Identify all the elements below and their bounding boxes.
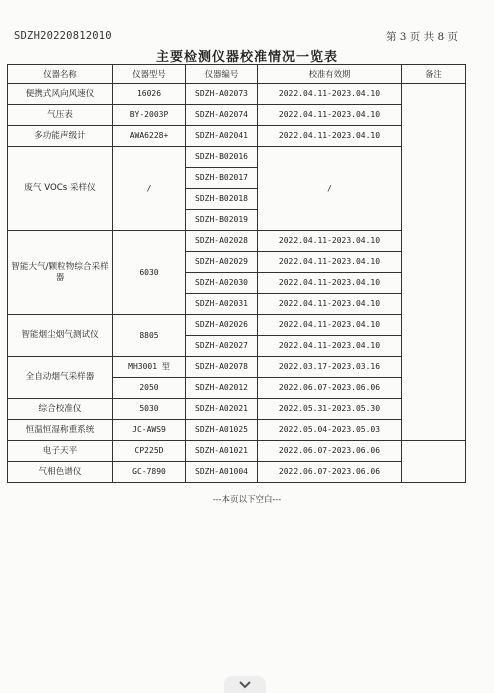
chevron-down-icon (239, 681, 251, 689)
instrument-name: 智能大气/颗粒物综合采样器 (8, 231, 113, 315)
blank-below-note: ---本页以下空白--- (212, 495, 282, 505)
instrument-serial: SDZH-A02031 (186, 294, 258, 315)
instrument-name: 综合校准仪 (8, 399, 113, 420)
scroll-down-button[interactable] (224, 676, 266, 693)
instrument-serial: SDZH-A01004 (186, 462, 258, 483)
instrument-serial: SDZH-A02021 (186, 399, 258, 420)
instrument-model: AWA6228+ (113, 126, 186, 147)
instrument-model: 6030 (113, 231, 186, 315)
table-header-row (8, 65, 466, 84)
table-row (8, 462, 466, 483)
calibration-validity: 2022.05.31-2023.05.30 (258, 399, 402, 420)
instrument-model: MH3001 型 (113, 357, 186, 378)
calibration-validity: 2022.06.07-2023.06.06 (258, 441, 402, 462)
table-row (8, 420, 466, 441)
instrument-serial: SDZH-A02078 (186, 357, 258, 378)
header-serial: 仪器编号 (186, 65, 258, 84)
table-row (8, 84, 466, 105)
table-row (8, 441, 466, 462)
instrument-model: 16026 (113, 84, 186, 105)
table-row (8, 357, 466, 378)
calibration-validity: 2022.04.11-2023.04.10 (258, 252, 402, 273)
document-id: SDZH20220812010 (14, 30, 112, 42)
page-title: 主要检测仪器校准情况一览表 (155, 50, 338, 65)
instrument-model: JC-AWS9 (113, 420, 186, 441)
instrument-model: 8805 (113, 315, 186, 357)
calibration-validity: / (258, 147, 402, 231)
calibration-validity: 2022.04.11-2023.04.10 (258, 294, 402, 315)
table-row (8, 105, 466, 126)
instrument-model: 5030 (113, 399, 186, 420)
instrument-name: 气相色谱仪 (8, 462, 113, 483)
instrument-serial: SDZH-A02041 (186, 126, 258, 147)
instrument-serial: SDZH-A02012 (186, 378, 258, 399)
header-validity: 校准有效期 (258, 65, 402, 84)
instrument-name: 电子天平 (8, 441, 113, 462)
instrument-serial: SDZH-A02026 (186, 315, 258, 336)
remark-cell (402, 84, 466, 441)
calibration-validity: 2022.05.04-2023.05.03 (258, 420, 402, 441)
header-name: 仪器名称 (8, 65, 113, 84)
instrument-serial: SDZH-A02074 (186, 105, 258, 126)
calibration-validity: 2022.06.07-2023.06.06 (258, 462, 402, 483)
instrument-serial: SDZH-B02018 (186, 189, 258, 210)
calibration-table (7, 64, 466, 483)
calibration-validity: 2022.03.17-2023.03.16 (258, 357, 402, 378)
instrument-name: 多功能声级计 (8, 126, 113, 147)
instrument-name: 便携式风向风速仪 (8, 84, 113, 105)
calibration-validity: 2022.06.07-2023.06.06 (258, 378, 402, 399)
remark-cell (402, 441, 466, 483)
table-row (8, 399, 466, 420)
instrument-name: 废气 VOCs 采样仪 (8, 147, 113, 231)
calibration-validity: 2022.04.11-2023.04.10 (258, 84, 402, 105)
instrument-name: 全自动烟气采样器 (8, 357, 113, 399)
instrument-serial: SDZH-A02073 (186, 84, 258, 105)
instrument-serial: SDZH-A02027 (186, 336, 258, 357)
calibration-validity: 2022.04.11-2023.04.10 (258, 336, 402, 357)
instrument-serial: SDZH-A02029 (186, 252, 258, 273)
table-row (8, 147, 466, 168)
table-row (8, 126, 466, 147)
instrument-serial: SDZH-B02017 (186, 168, 258, 189)
header-model: 仪器型号 (113, 65, 186, 84)
instrument-serial: SDZH-A02028 (186, 231, 258, 252)
instrument-model: CP225D (113, 441, 186, 462)
header-remark: 备注 (402, 65, 466, 84)
table-row (8, 315, 466, 336)
calibration-validity: 2022.04.11-2023.04.10 (258, 315, 402, 336)
calibration-validity: 2022.04.11-2023.04.10 (258, 126, 402, 147)
calibration-validity: 2022.04.11-2023.04.10 (258, 105, 402, 126)
instrument-model: / (113, 147, 186, 231)
calibration-validity: 2022.04.11-2023.04.10 (258, 231, 402, 252)
instrument-name: 恒温恒湿称重系统 (8, 420, 113, 441)
instrument-serial: SDZH-A02030 (186, 273, 258, 294)
instrument-name: 智能烟尘烟气测试仪 (8, 315, 113, 357)
page-number: 第 3 页 共 8 页 (385, 31, 458, 43)
instrument-serial: SDZH-B02016 (186, 147, 258, 168)
instrument-model: 2050 (113, 378, 186, 399)
calibration-validity: 2022.04.11-2023.04.10 (258, 273, 402, 294)
instrument-name: 气压表 (8, 105, 113, 126)
instrument-model: BY-2003P (113, 105, 186, 126)
instrument-serial: SDZH-A01025 (186, 420, 258, 441)
instrument-model: GC-7890 (113, 462, 186, 483)
instrument-serial: SDZH-A01021 (186, 441, 258, 462)
table-row (8, 231, 466, 252)
instrument-serial: SDZH-B02019 (186, 210, 258, 231)
